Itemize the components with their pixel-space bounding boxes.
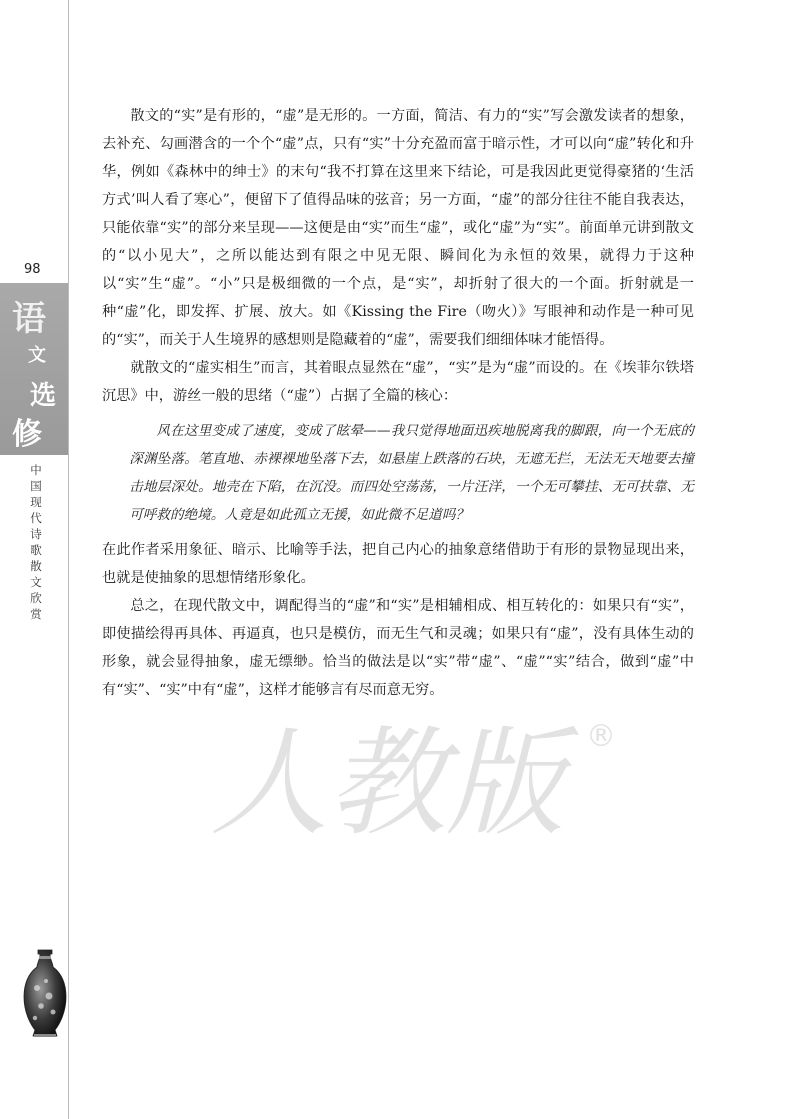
series-char-2: 文: [28, 345, 46, 366]
series-char-1: 语: [12, 299, 46, 339]
cloisonne-vase-icon: [22, 948, 68, 1044]
book-title-char: 现: [30, 495, 42, 509]
paragraph-3: 在此作者采用象征、暗示、比喻等手法，把自己内心的抽象意绪借助于有形的景物显现出来，也就是使抽象的思想情绪形象化。: [102, 542, 694, 586]
book-title-char: 国: [30, 479, 42, 493]
book-title-char: 赏: [30, 607, 42, 621]
series-tab: [0, 283, 68, 455]
watermark-text: 人教版: [210, 714, 565, 846]
book-title-char: 歌: [30, 543, 42, 557]
book-title-vertical: [26, 462, 46, 622]
series-char-3: 选: [30, 381, 57, 411]
paragraph-1: 散文的“实”是有形的，“虚”是无形的。一方面，简洁、有力的“实”写会激发读者的想象，去补充、勾画潜含的一个个“虚”点，只有“实”十分充盈而富于暗示性，才可以向“虚”转化和升华，例如《森林中的绅士》的末句“我不打算在这里来下结论，可是我因此更觉得豪猪的‘生活方式’叫人看了寒心”，便留下了值得品味的弦音；另一方面，“虚”的部分往往不能自我表达，只能依靠“实”的部分来呈现——这便是由“实”而生“虚”，或化“虚”为“实”。前面单元讲到散文的“以小见大”，之所以能达到有限之中见无限、瞬间化为永恒的效果，就得力于这种以“实”生“虚”。“小”只是极细微的一个点，是“实”，却折射了很大的一个面。折射就是一种“虚”化，即发挥、扩展、放大。如《Kissing the Fire（吻火）》写眼神和动作是一种可见的“实”，而关于人生境界的感想则是隐藏着的“虚”，需要我们细细体味才能悟得。: [102, 108, 694, 348]
watermark-registered-mark: ®: [586, 719, 616, 754]
paragraph-2: 就散文的“虚实相生”而言，其着眼点显然在“虚”，“实”是为“虚”而设的。在《埃菲尔铁塔沉思》中，游丝一般的思绪（“虚”）占据了全篇的核心：: [102, 360, 694, 404]
book-title-char: 诗: [30, 527, 42, 541]
series-char-4: 修: [12, 417, 42, 452]
paragraph-4: 总之，在现代散文中，调配得当的“虚”和“实”是相辅相成、相互转化的：如果只有“实”，即使描绘得再具体、再逼真，也只是模仿，而无生气和灵魂；如果只有“虚”，没有具体生动的形象，就会显得抽象，虚无缥缈。恰当的做法是以“实”带“虚”、“虚”“实”结合，做到“虚”中有“实”、“实”中有“虚”，这样才能够言有尽而意无穷。: [102, 598, 694, 698]
page-margin-rule: [68, 0, 69, 1119]
body-text: [102, 102, 694, 704]
book-title-char: 文: [30, 575, 42, 589]
block-quote: 风在这里变成了速度，变成了眩晕——我只觉得地面迅疾地脱离我的脚跟，向一个无底的深渊坠落。笔直地、赤裸裸地坠落下去，如悬崖上跌落的石块，无遮无拦，无法无天地要去撞击地层深处。地壳在下陷，在沉没。而四处空荡荡，一片汪洋，一个无可攀挂、无可扶靠、无可呼救的绝境。人竟是如此孤立无援，如此微不足道吗？: [129, 423, 694, 523]
page-number: 98: [24, 262, 41, 277]
book-title-char: 散: [30, 559, 42, 573]
book-title-char: 中: [30, 463, 42, 477]
publisher-watermark: [200, 706, 620, 846]
book-title-char: 代: [30, 511, 42, 525]
book-title-char: 欣: [30, 591, 42, 605]
